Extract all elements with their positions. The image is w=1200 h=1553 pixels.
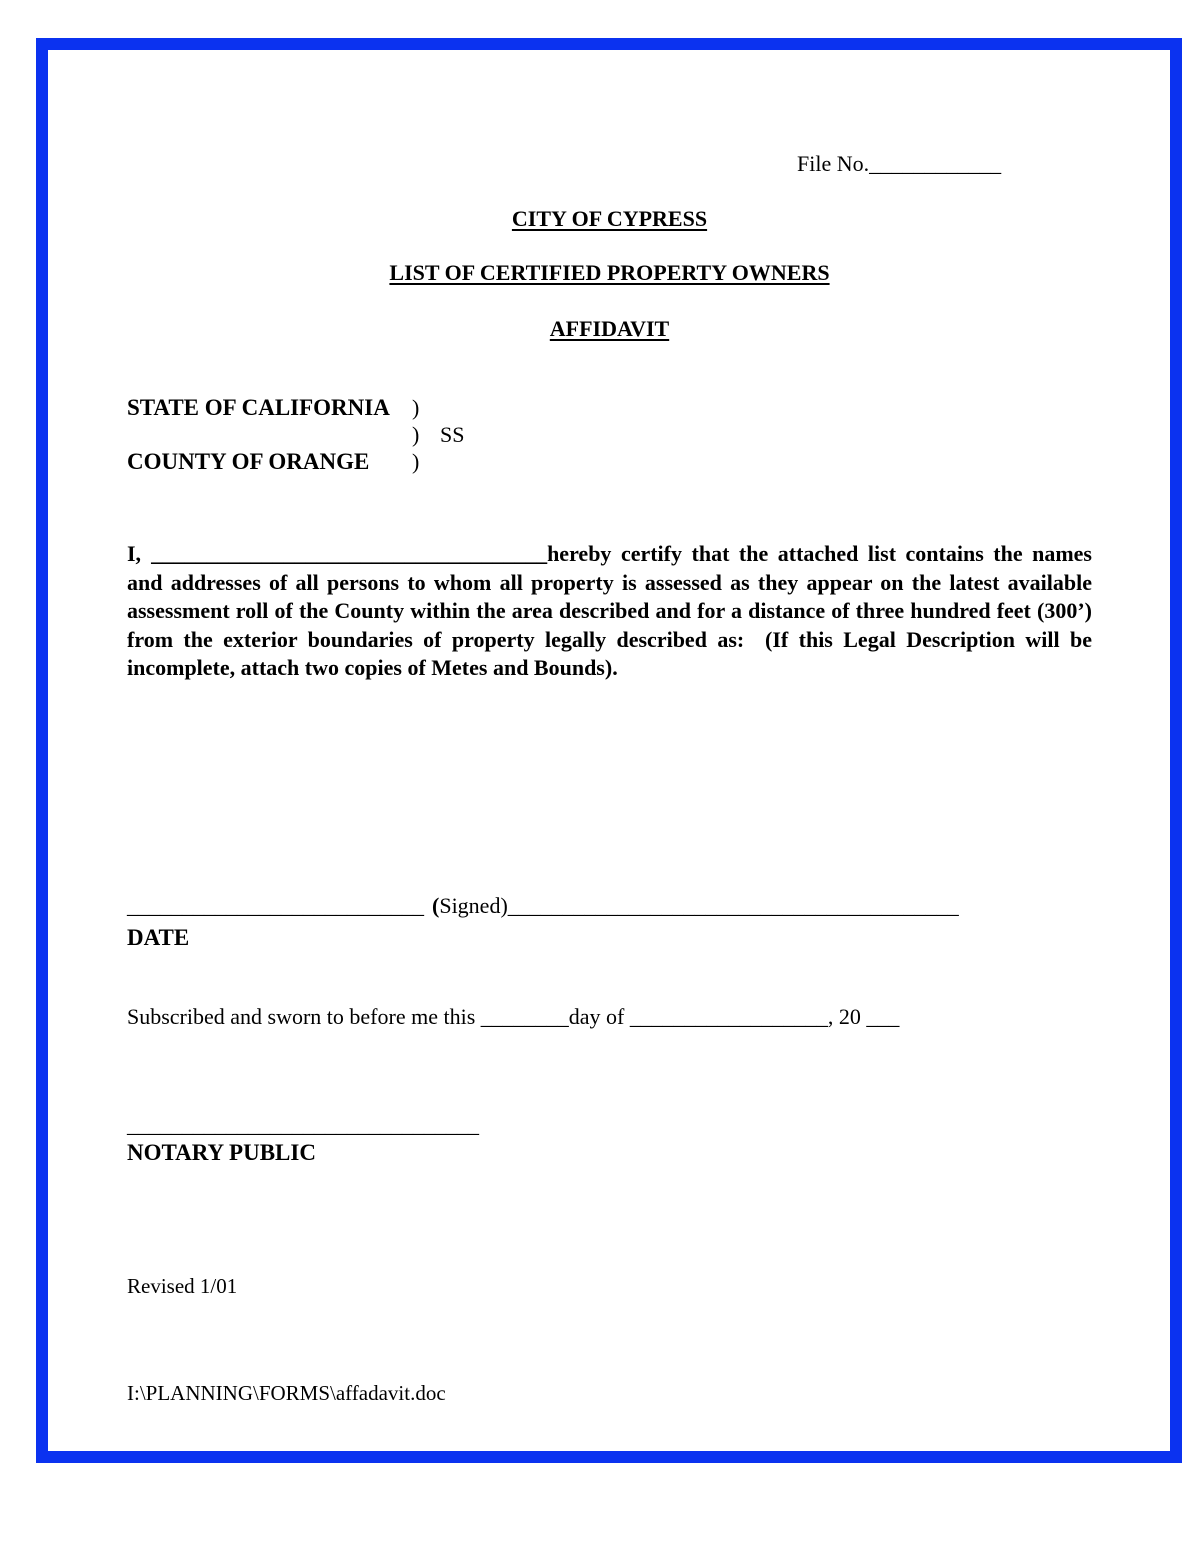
- county-paren: ): [412, 449, 420, 474]
- signed-open-paren: (: [432, 893, 440, 918]
- venue-ss-line: [127, 422, 465, 449]
- state-label: STATE OF CALIFORNIA: [127, 395, 390, 420]
- sworn-month-blank: __________________: [629, 1004, 828, 1029]
- county-label: COUNTY OF ORANGE: [127, 449, 370, 474]
- ss-paren: ): [412, 422, 420, 447]
- file-no-row: [797, 151, 1001, 177]
- document-title: [127, 206, 1092, 232]
- affidavit-heading-text: AFFIDAVIT: [549, 316, 670, 341]
- file-no-label: File No.: [797, 151, 870, 176]
- venue-county-line: [127, 449, 420, 476]
- notary-public-label: NOTARY PUBLIC: [127, 1140, 316, 1165]
- file-path: I:\PLANNING\FORMS\affadavit.doc: [127, 1381, 446, 1405]
- document-title-text: CITY OF CYPRESS: [511, 206, 708, 231]
- sworn-day-blank: ________: [480, 1004, 569, 1029]
- notary-signature-blank: ________________________________: [127, 1112, 479, 1137]
- sworn-text-3: , 20: [827, 1004, 867, 1029]
- date-label: DATE: [127, 925, 190, 950]
- page-border: [36, 38, 1182, 1463]
- date-blank: ___________________________: [127, 893, 424, 918]
- certification-paragraph: [127, 540, 1092, 683]
- affidavit-heading: [127, 316, 1092, 342]
- document-subtitle-text: LIST OF CERTIFIED PROPERTY OWNERS: [389, 260, 830, 285]
- certifier-name-blank: ____________________________________: [151, 541, 548, 566]
- paragraph-intro: I,: [127, 541, 142, 566]
- paragraph-text: hereby certify that the attached list contains the names and addresses of all persons to whom all property is assessed as they appear on the latest available assessment roll of the County within the area described and for a distance of three hundred feet (300’) from the exterior boundaries of property legally described as: (If this Legal Description will be incomplete, attach two copies of Metes and Bounds).: [127, 541, 1092, 680]
- signed-label: Signed): [439, 893, 508, 918]
- venue-state-line: [127, 395, 420, 422]
- document-subtitle: [127, 260, 1092, 286]
- sworn-statement-row: [127, 1004, 899, 1030]
- state-paren: ): [412, 395, 420, 420]
- sworn-text-2: day of: [568, 1004, 630, 1029]
- venue-block: [127, 395, 465, 476]
- signature-row: [127, 893, 959, 919]
- ss-label: SS: [440, 422, 465, 447]
- sworn-text-1: Subscribed and sworn to before me this: [127, 1004, 481, 1029]
- sworn-year-blank: ___: [866, 1004, 900, 1029]
- file-no-blank: ____________: [869, 151, 1002, 176]
- revision-note: Revised 1/01: [127, 1274, 238, 1298]
- signature-blank: _________________________________________: [507, 893, 959, 918]
